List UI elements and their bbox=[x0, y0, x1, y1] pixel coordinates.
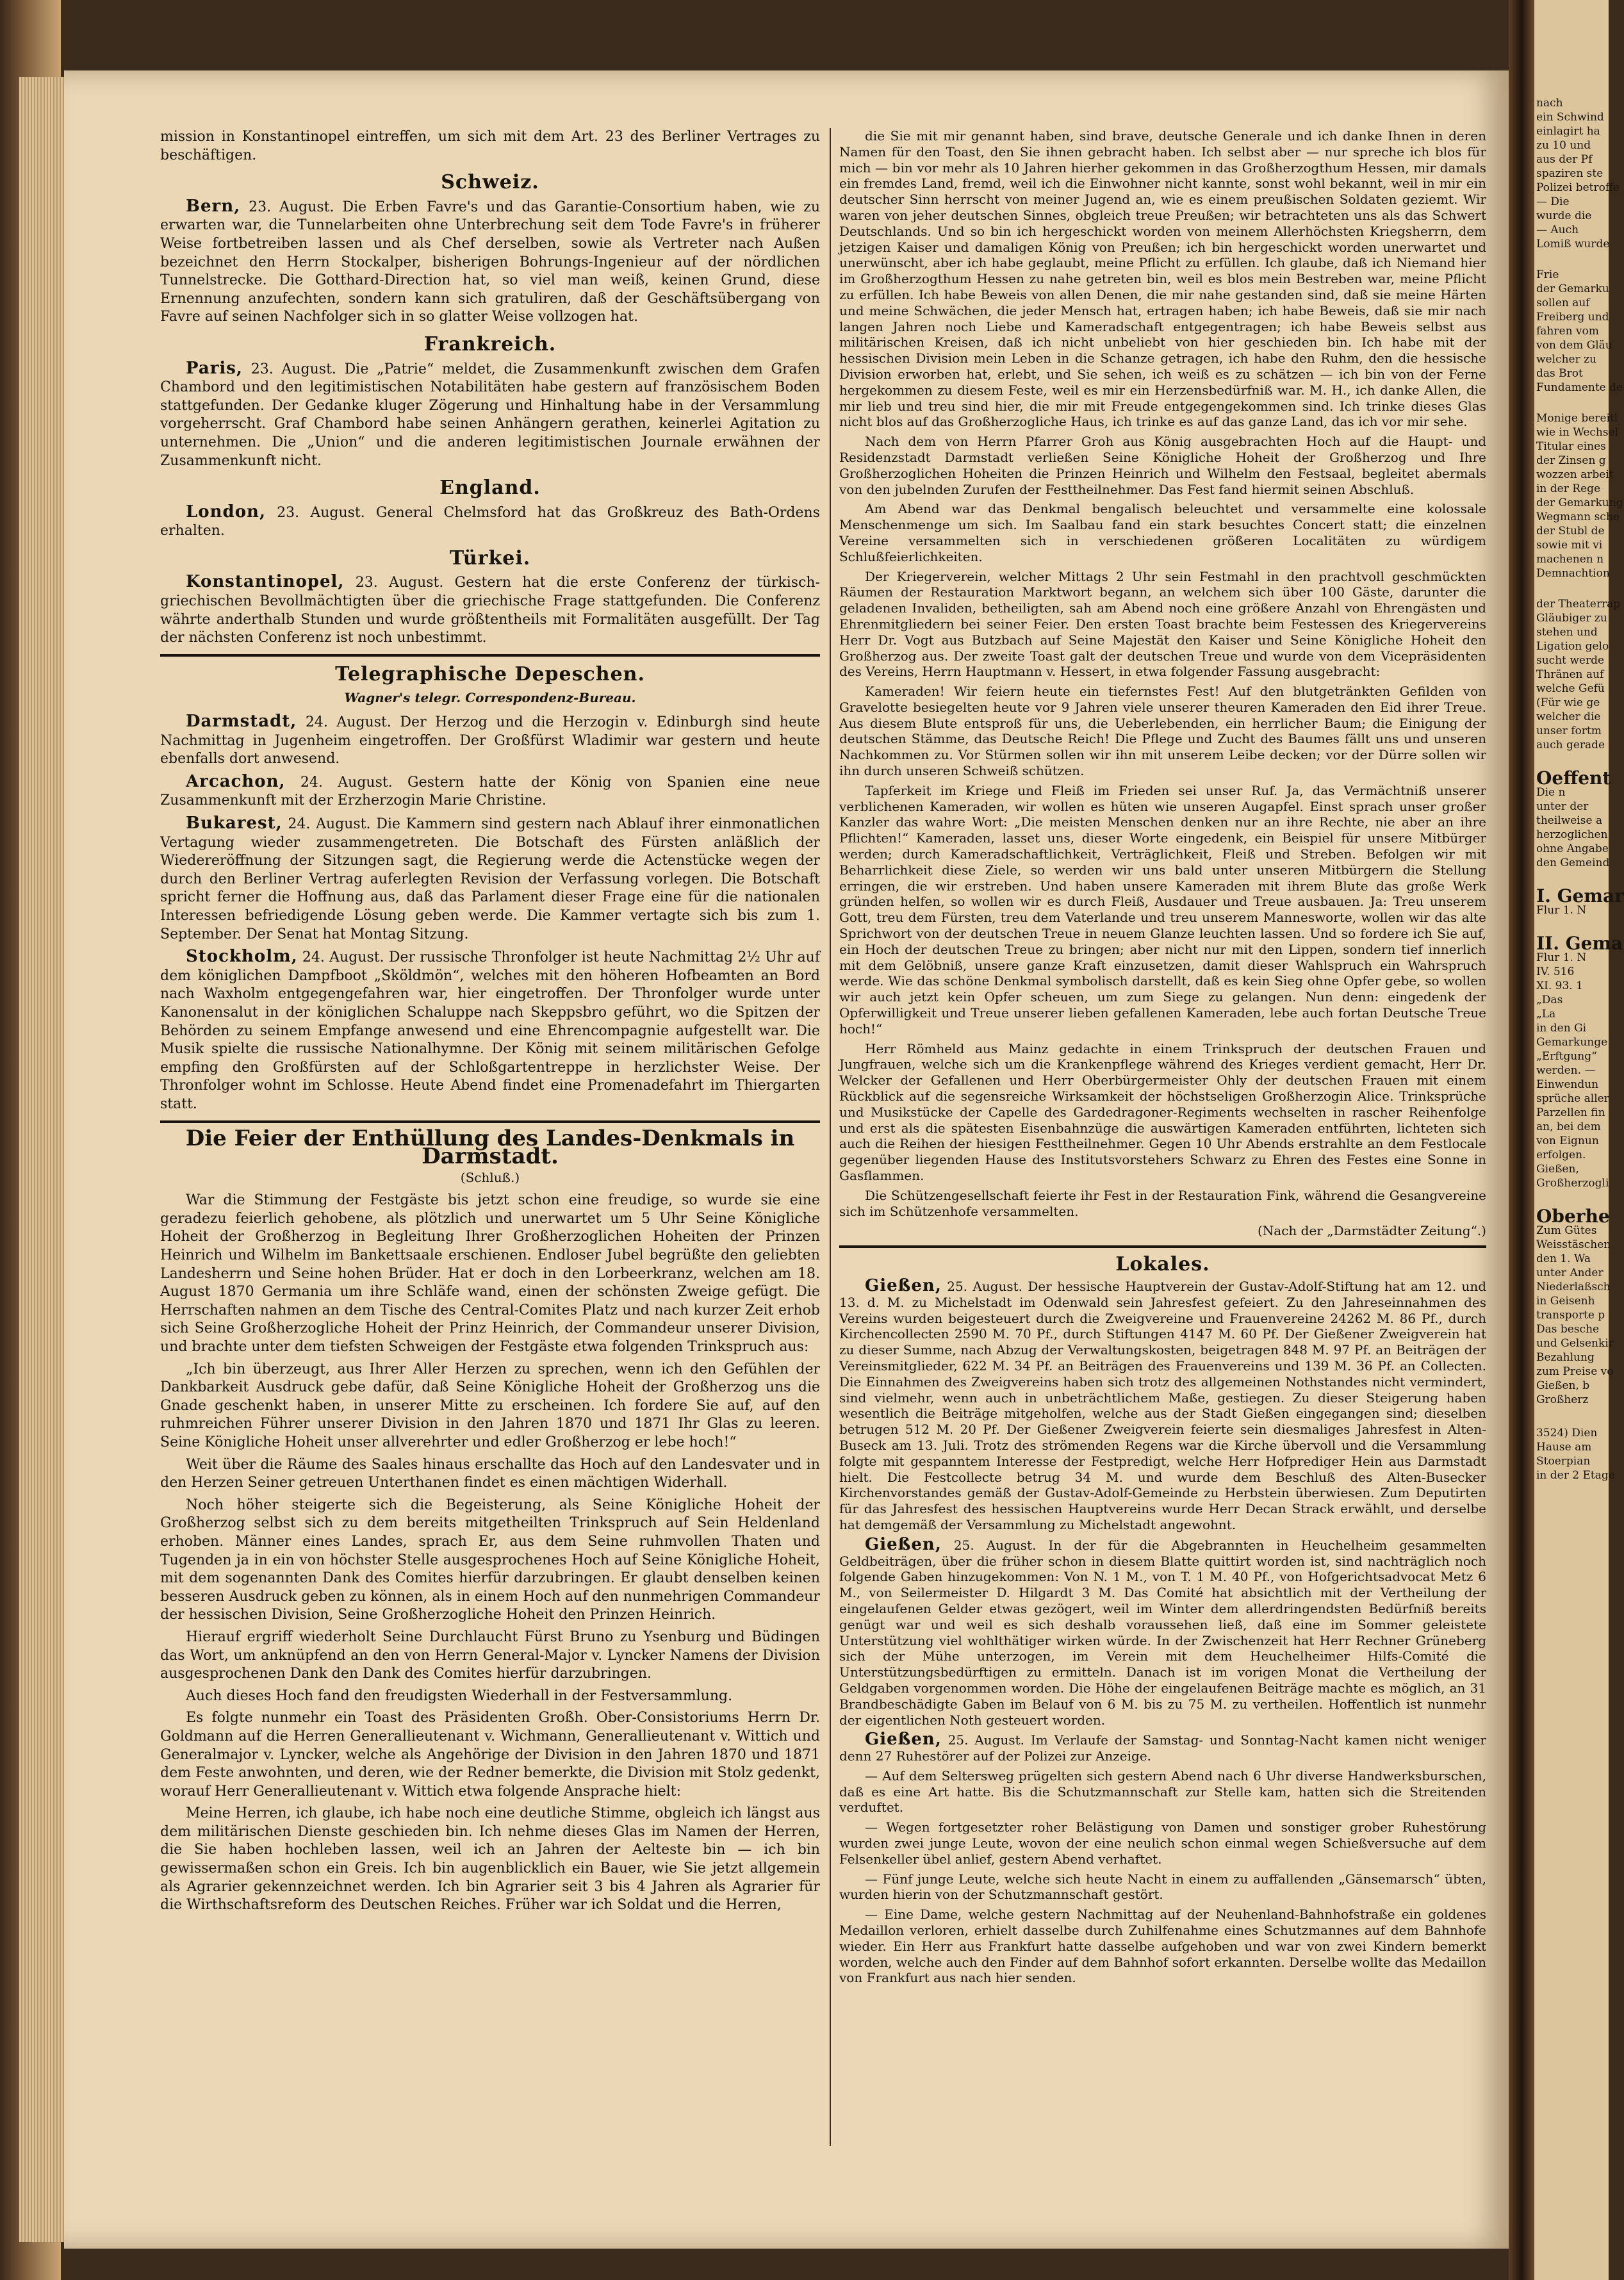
facing-page-line: Bezahlung bbox=[1536, 1351, 1595, 1364]
facing-page-line: — Auch bbox=[1536, 224, 1579, 236]
news-paragraph bbox=[160, 712, 820, 769]
news-paragraph bbox=[160, 197, 820, 327]
section-heading: Lokales. bbox=[1115, 1253, 1210, 1276]
facing-page-line: welche Gefü bbox=[1536, 682, 1605, 695]
facing-page-line: von dem Gläu bbox=[1536, 339, 1612, 352]
paragraph: Es folgte nunmehr ein Toast des Präsidenten Großh. Ober-Consistoriums Herrn Dr. Goldmann auf die Herren Generallieutenant v. Wichmann, Generallieutenant v. Wittich und Generalmajor v. Lyncker, welche als Angehörige der Division in den Jahren 1870 und 1871 dem Feste anwohnten, und deren, wie der Redner bemerkte, die Division mit Stolz gedenkt, worauf Herr Generallieutenant v. Wittich etwa folgende Ansprache hielt: bbox=[160, 1710, 820, 1800]
facing-page-line: in der Rege bbox=[1536, 482, 1601, 495]
paragraph-text: 23. August. Gestern hat die erste Conferenz der türkisch-griechischen Bevollmächtigten über die griechische Frage stattgefunden. Die Conferenz währte anderthalb Stunden und wurde größtentheils mit Formalitäten ausgefüllt. Der Tag der nächsten Conferenz ist noch unbestimmt. bbox=[160, 575, 820, 646]
facing-page-line: Weisstäschen bbox=[1536, 1238, 1611, 1251]
news-paragraph bbox=[839, 1534, 1486, 1728]
facing-page-line: Niederlaßsch bbox=[1536, 1281, 1611, 1293]
facing-page-line: den Gemeind bbox=[1536, 857, 1610, 869]
paragraph: Am Abend war das Denkmal bengalisch beleuchtet und versammelte eine kolossale Menschenmenge um sich. Im Saalbau fand ein stark besuchtes Concert statt; die einzelnen Vereine versammelten sich in verschiedenen größeren Localitäten zu würdigem Schlußfeierlichkeiten. bbox=[839, 501, 1486, 564]
facing-page-line: den 1. Wa bbox=[1536, 1252, 1591, 1265]
paragraph: die Sie mit mir genannt haben, sind brave, deutsche Generale und ich danke Ihnen in deren Namen für den Toast, den Sie ihnen gebracht haben. Ich selbst aber — nur spreche ich blos für mich — bin vor mehr als 10 Jahren hierher gekommen in das Großherzogthum Hessen, mir damals ein fremdes Land, fremd, weil ich die Einwohner nicht kannte, sonst wohl bekannt, weil in mir ein deutscher Sinn herrscht von meiner Jugend an, wie es einem preußischen Soldaten geziemt. Wir waren von jeher deutschen Sinnes, obgleich treue Preußen; wir betrachteten uns als das Schwert Deutschlands. Und so bin ich hergeschickt worden von meinem Allerhöchsten Kriegsherrn, dem jetzigen Kaiser und damaligen König von Preußen; ich bin hergeschickt worden unerwartet und unerwünscht, aber ich habe geglaubt, meine Pflicht zu erfüllen. Ich glaube, daß ich Niemand hier im Großherzogthum Hessen zu nahe getreten bin, weil es blos mein Bestreben war, meine Pflicht zu erfüllen. Ich habe Beweis von allen Denen, die mir nahe gestanden sind, daß sie meine Härten und meine Schwächen, die jeder Mensch hat, ertragen haben; ich habe Beweis, daß sie mir nach langen Jahren noch Liebe und Kameradschaft entgegentragen; ich habe Beweis selbst aus militärischen Kreisen, daß ich nicht unbeliebt von hier geschieden bin. Ich habe mit der hessischen Division mein Leben in die Schanze getragen, ich habe den Ruhm, den die hessische Division erworben hat, erlebt, und Sie sehen, ich weiß es zu schätzen — ich bin von der Ferne hergekommen zu diesem Feste, weil es mir ein Herzensbedürfniß war. M. H., ich danke Allen, die mir lieb und treu sind hier, die mir mit Freude entgegengekommen sind. Ich trinke dieses Glas nicht blos auf das Großherzogliche Haus, ich trinke es auf das ganze Land, das ich vor mir sehe. bbox=[839, 128, 1486, 430]
facing-page-line: Fundamente de bbox=[1536, 381, 1623, 394]
facing-page-line: Gemarkunge bbox=[1536, 1036, 1608, 1049]
dateline-place: Konstantinopel, bbox=[186, 572, 345, 592]
dateline-place: London, bbox=[186, 502, 267, 521]
facing-page-line: Monige bereitl bbox=[1536, 412, 1618, 425]
news-paragraph bbox=[160, 359, 820, 471]
facing-page-line: aus der Pf bbox=[1536, 153, 1593, 166]
facing-page-line: „Das bbox=[1536, 994, 1563, 1006]
facing-page-line: Einwendun bbox=[1536, 1078, 1599, 1091]
facing-page-line: unser fortm bbox=[1536, 725, 1602, 737]
paragraph: — Wegen fortgesetzter roher Belästigung von Damen und sonstiger grober Ruhestörung wurden zwei junge Leute, wovon der eine neulich schon einmal wegen Schießversuche auf dem Felsenkeller übel anlief, gestern Abend verhaftet. bbox=[839, 1819, 1486, 1867]
paragraph-text: 24. August. Gestern hatte der König von Spanien eine neue Zusammenkunft mit der Erzherzogin Marie Christine. bbox=[160, 774, 820, 809]
facing-page-line: „La bbox=[1536, 1008, 1556, 1021]
facing-page-line: Frie bbox=[1536, 268, 1559, 281]
facing-page-line: XI. 93. 1 bbox=[1536, 980, 1583, 992]
facing-page-line: Polizei betroffe bbox=[1536, 181, 1620, 194]
dateline-place: Darmstadt, bbox=[186, 712, 297, 732]
facing-page-line: — Die bbox=[1536, 195, 1570, 208]
facing-page-line: erfolgen. bbox=[1536, 1149, 1586, 1161]
facing-page-line: an, bei dem bbox=[1536, 1120, 1601, 1133]
facing-page-line: von Eignun bbox=[1536, 1135, 1599, 1147]
news-paragraph bbox=[839, 1732, 1486, 1764]
paragraph-text: 23. August. Die Erben Favre's und das Garantie-Consortium haben, wie zu erwarten war, die Tunnelarbeiten ohne Unterbrechung seit dem Tode Favre's in früherer Weise fortbetreiben lassen und als Chef derselben, sowie als Vertreter nach Außen bezeichnet den Herrn Stockalper, bisherigen Bohrungs-Ingenieur auf der nördlichen Tunnelstrecke. Die Gotthard-Direction hat, so viel man weiß, keinen Grund, diese Ernennung anzufechten, sondern kann sich gratuliren, daß der Geschäftsübergang von Favre auf seinen Nachfolger sich in so glatter Weise vollzogen hat. bbox=[160, 199, 820, 325]
facing-page-line: zu 10 und bbox=[1536, 139, 1591, 152]
facing-page-line: der Stubl de bbox=[1536, 525, 1605, 537]
facing-page-line: Flur 1. N bbox=[1536, 951, 1587, 964]
section-subheading: Wagner's telegr. Correspondenz-Bureau. bbox=[344, 690, 636, 706]
facing-page-line: wozzen arbeit bbox=[1536, 468, 1614, 481]
source-attribution: (Nach der „Darmstädter Zeitung“.) bbox=[1257, 1223, 1486, 1239]
facing-page-line: Zum Gütes bbox=[1536, 1224, 1597, 1237]
facing-page-line: theilweise a bbox=[1536, 814, 1603, 827]
facing-page-line: in den Gi bbox=[1536, 1022, 1587, 1035]
dateline-place: Gießen, bbox=[865, 1534, 942, 1554]
facing-page-line: transporte p bbox=[1536, 1309, 1605, 1322]
paragraph: Nach dem von Herrn Pfarrer Groh aus König ausgebrachten Hoch auf die Haupt- und Residenzstadt Darmstadt verließen Seine Königliche Hoheit der Großherzog und Ihre Großherzoglichen Hoheiten die Prinzen Heinrich und Wilhelm den Festsaal, begleitet abermals von den jubelnden Zurufen der Festtheilnehmer. Das Fest fand hiermit seinen Abschluß. bbox=[839, 434, 1486, 497]
paragraph-text: 25. August. Im Verlaufe der Samstag- und Sonntag-Nacht kamen nicht weniger denn 27 Ruhestörer auf der Polizei zur Anzeige. bbox=[839, 1732, 1486, 1764]
paragraph: Hierauf ergriff wiederholt Seine Durchlaucht Fürst Bruno zu Ysenburg und Büdingen das Wort, um anknüpfend an den von Herrn General-Major v. Lyncker Namens der Division ausgesprochenen Dank den Dank des Comites hierfür darzubringen. bbox=[160, 1628, 820, 1682]
facing-page-line: das Brot bbox=[1536, 367, 1583, 380]
left-column bbox=[160, 128, 820, 1919]
facing-page-line: wurde die bbox=[1536, 209, 1592, 222]
section-heading: Schweiz. bbox=[441, 171, 539, 194]
facing-page-line: wie in Wechsel bbox=[1536, 426, 1619, 439]
dateline-place: Arcachon, bbox=[186, 771, 286, 791]
facing-page-line: einlagirt ha bbox=[1536, 125, 1600, 138]
news-paragraph bbox=[839, 1275, 1486, 1533]
section-heading: Frankreich. bbox=[423, 332, 557, 356]
section-rule bbox=[839, 1245, 1486, 1248]
facing-page-line: auch gerade bbox=[1536, 739, 1605, 751]
paragraph: Die Schützengesellschaft feierte ihr Fest in der Restauration Fink, während die Gesangvereine sich im Schützenhofe versammelten. bbox=[839, 1187, 1486, 1219]
paragraph-text: 24. August. Der russische Thronfolger ist heute Nachmittag 2½ Uhr auf dem königlichen Dampfboot „Sköldmön“, welches mit den höheren Hofbeamten an Bord nach Waxholm entgegengefahren war, hier eingetroffen. Der Thronfolger wurde unter Kanonensalut in der königlichen Schaluppe nach Skeppsbro geführt, wo die Spitzen der Behörden zu seinem Empfange anwesend und eine Ehrencompagnie aufgestellt war. Die Musik spielte die russische Nationalhymne. Der König mit seinem militärischen Gefolge empfing den Großfürsten auf der Schloßgartentreppe in herzlichster Weise. Der Thronfolger wohnt im Schlosse. Heute Abend findet eine Promenadefahrt im Thiergarten statt. bbox=[160, 949, 820, 1112]
section-rule bbox=[160, 1120, 820, 1123]
paragraph: „Ich bin überzeugt, aus Ihrer Aller Herzen zu sprechen, wenn ich den Gefühlen der Dankbarkeit Ausdruck gebe dafür, daß Seine Königliche Hoheit der Großherzog uns die Gnade geschenkt haben, in unserer Mitte zu erscheinen. Ich fordere Sie auf, auf den ruhmreichen Führer unserer Division in den Jahren 1870 und 1871 Ihr Glas zu leeren. Seine Königliche Hoheit unser allverehrter und edler Großherzog er lebe hoch!“ bbox=[160, 1361, 820, 1450]
facing-page-line: Die n bbox=[1536, 786, 1566, 799]
facing-page-line: „Erftgung“ bbox=[1536, 1050, 1597, 1063]
news-paragraph bbox=[160, 773, 820, 810]
facing-page-line: Das besche bbox=[1536, 1323, 1600, 1336]
facing-page-line: Thränen auf bbox=[1536, 668, 1604, 681]
facing-page-line: in der 2 Etage bbox=[1536, 1469, 1615, 1482]
paragraph-text: 25. August. Der hessische Hauptverein der Gustav-Adolf-Stiftung hat am 12. und 13. d. M. zu Michelstadt im Odenwald sein Jahresfest gefeiert. Zu den Jahreseinnahmen des Vereins wurden beigesteuert durch die Zweigvereine und Frauenvereine 24262 M. 86 Pf., durch Kirchencollecten 2590 M. 70 Pf., durch Stiftungen 4147 M. 60 Pf. Der Gießener Zweigverein hat zu dieser Summe, nach Abzug der Verwaltungskosten, beigetragen 848 M. 97 Pf. an Beiträgen der Vereinsmitglieder, 622 M. 34 Pf. an Beiträgen des Frauenvereins und 139 M. 36 Pf. an Collecten. Die Einnahmen des Zweigvereins haben sich trotz des allgemeinen Nothstandes nicht vermindert, sind vielmehr, wenn auch in unbeträchtlichem Maße, gestiegen. Zu dieser Steigerung haben wesentlich die Beiträge mitgeholfen, welche aus der Stadt Gießen eingegangen sind; dieselben betrugen 512 M. 20 Pf. Der Gießener Zweigverein feierte sein diesmaliges Jahresfest in Alten-Buseck am 13. Juli. Trotz des strömenden Regens war die Kirche übervoll und die Versammlung folgte mit gespanntem Interesse der Festpredigt, welche Herr Hofprediger Hein aus Darmstadt hielt. Die Festcollecte betrug 34 M. und wurde dem Beschluß des Alten-Busecker Kirchenvorstandes gemäß der Gustav-Adolf-Gemeinde zu Herbstein überwiesen. Zum Deputirten für das Jahresfest des hessischen Hauptvereins wurde Herr Decan Strack erwählt, und derselbe hat demgemäß der Versammlung zu Michelstadt angewohnt. bbox=[839, 1278, 1486, 1532]
column-divider bbox=[830, 128, 831, 2146]
facing-page-heading: II. Gema bbox=[1536, 933, 1623, 954]
facing-page-line: zum Preise vo bbox=[1536, 1365, 1614, 1378]
paragraph: — Eine Dame, welche gestern Nachmittag auf der Neuhenland-Bahnhofstraße ein goldenes Medaillon verloren, erhielt dasselbe durch Zuhilfenahme eines Schutzmannes auf dem Bahnhofe wieder. Ein Herr aus Frankfurt hatte dasselbe aufgehoben und war von zwei Kindern bemerkt worden, welche auch den Finder auf dem Bahnhof sofort erkannten. Derselbe wollte das Medaillon von Frankfurt aus nach hier senden. bbox=[839, 1907, 1486, 1986]
facing-page-line: Gießen, b bbox=[1536, 1379, 1590, 1392]
facing-page-text bbox=[1536, 96, 1624, 1482]
facing-page-heading: Oeffent bbox=[1536, 767, 1611, 789]
facing-page-line: Gläubiger zu bbox=[1536, 612, 1607, 625]
facing-page-line: der Theaterrap bbox=[1536, 598, 1621, 611]
facing-page-line: machenen n bbox=[1536, 553, 1604, 566]
facing-page-line: nach bbox=[1536, 97, 1563, 110]
section-heading: England. bbox=[439, 477, 541, 500]
facing-page-line: werden. — bbox=[1536, 1064, 1596, 1077]
facing-page-heading: Oberhe bbox=[1536, 1206, 1610, 1227]
paragraph: Noch höher steigerte sich die Begeisterung, als Seine Königliche Hoheit der Großherzog selbst sich zu dem bereits mitgetheilten Trinkspruch auf Sein Heldenland erhoben. Männer eines Landes, sprach Er, aus dem Seine ruhmvollen Thaten und Tugenden ja in ein von höchster Stelle ausgesprochenes Hoch auf Seine Königliche Hoheit, mit dem sogenannten Dank des Comites hierfür darzubringen. Er glaubt denselben keinen besseren Ausdruck geben zu können, als in einem Hoch auf den nunmehrigen Commandeur der hessischen Division, Seine Großherzogliche Hoheit den Prinzen Heinrich. bbox=[160, 1497, 820, 1623]
facing-page-line: unter der bbox=[1536, 800, 1589, 813]
section-heading: Türkei. bbox=[449, 546, 531, 570]
news-paragraph bbox=[160, 947, 820, 1113]
article-subheading: (Schluß.) bbox=[460, 1169, 520, 1185]
facing-page-line: spaziren ste bbox=[1536, 167, 1603, 180]
dateline-place: Gießen, bbox=[865, 1275, 942, 1295]
facing-page-line: und Gelsenkir bbox=[1536, 1337, 1614, 1350]
facing-page-line: der Gemarkung bbox=[1536, 496, 1623, 509]
facing-page-line: sowie mit vi bbox=[1536, 539, 1603, 552]
facing-page-line: Wegmann sche bbox=[1536, 511, 1620, 523]
facing-page-line: unter Ander bbox=[1536, 1267, 1603, 1279]
dateline-place: Bern, bbox=[186, 196, 241, 216]
paragraph: Der Kriegerverein, welcher Mittags 2 Uhr sein Festmahl in den prachtvoll geschmückten Räumen der Restauration Marktwort begann, an welchem sich über 100 Gäste, darunter die geladenen Invaliden, betheiligten, sah am Abend noch eine größere Anzahl von Ehrengästen und Ehrenmitgliedern bei seiner Feier. Den ersten Toast brachte beim Festessen des Kriegervereins Herr Dr. Vogt aus Butzbach auf Seine Majestät den Kaiser und Seine Königliche Hoheit den Großherzog aus. Der zweite Toast galt der deutschen Treue und wurde von dem Vicepräsidenten des Vereins, Herrn Hauptmann v. Hessert, in etwa folgender Fassung ausgebracht: bbox=[839, 568, 1486, 680]
paragraph-text: 24. August. Die Kammern sind gestern nach Ablauf ihrer einmonatlichen Vertagung wieder zusammengetreten. Die Botschaft des Fürsten anläßlich der Wiedereröffnung der Sitzungen sagt, die Regierung werde die Actenstücke wegen der durch den Berliner Vertrag auferlegten Revision der Verfassung vorlegen. Die Botschaft spricht ferner die Hoffnung aus, daß das Parlament dieser Frage eine für die nationalen Interessen befriedigende Lösung geben werde. Die Kammer vertagte sich bis zum 1. September. Der Senat hat Montag Sitzung. bbox=[160, 816, 820, 942]
book-gutter bbox=[1509, 0, 1534, 2280]
facing-page-line: der Gemarku bbox=[1536, 283, 1609, 295]
facing-page-line: sucht werde bbox=[1536, 654, 1605, 667]
facing-page-line: fahren vom bbox=[1536, 325, 1599, 338]
facing-page-line bbox=[1536, 580, 1607, 597]
facing-page-line: in Geisenh bbox=[1536, 1295, 1595, 1308]
facing-page-line: der Zinsen g bbox=[1536, 454, 1606, 467]
paragraph: Kameraden! Wir feiern heute ein tiefernstes Fest! Auf den blutgetränkten Gefilden von Gravelotte besiegelten heute vor 9 Jahren viele unserer theuren Kameraden den Eid ihrer Treue. Aus diesem Blute entsproß für uns, die Ueberlebenden, ein herrlicher Baum; die Einigung der deutschen Stämme, das Deutsche Reich! Die Pflege und Zucht des Baumes fällt uns und unseren Nachkommen zu. Vor Stürmen sollen wir ihn mit unserem Leibe decken; vor der Dürre sollen wir ihn durch unseren Schweiß schützen. bbox=[839, 684, 1486, 779]
facing-page-line: Freiberg und bbox=[1536, 311, 1609, 324]
paragraph: Auch dieses Hoch fand den freudigsten Wiederhall in der Festversammlung. bbox=[186, 1687, 733, 1704]
facing-page-line: Titular eines bbox=[1536, 440, 1606, 453]
paragraph: mission in Konstantinopel eintreffen, um sich mit dem Art. 23 des Berliner Vertrages zu beschäftigen. bbox=[160, 129, 820, 163]
facing-page-line: ein Schwind bbox=[1536, 111, 1604, 124]
facing-page-line: Hause am bbox=[1536, 1441, 1592, 1454]
facing-page-line: Flur 1. N bbox=[1536, 904, 1587, 917]
facing-page-line: Stoerpian bbox=[1536, 1455, 1591, 1468]
news-paragraph bbox=[160, 573, 820, 647]
paragraph: — Fünf junge Leute, welche sich heute Nacht in einem zu auffallenden „Gänsemarsch“ übten, wurden hierin von der Schutzmannschaft gestört. bbox=[839, 1871, 1486, 1903]
facing-page-line: welcher die bbox=[1536, 710, 1601, 723]
paragraph-text: 23. August. General Chelmsford hat das Großkreuz des Bath-Ordens erhalten. bbox=[160, 504, 820, 539]
paragraph-text: 24. August. Der Herzog und die Herzogin v. Edinburgh sind heute Nachmittag in Jugenheim eingetroffen. Der Großfürst Wladimir war gestern und heute ebenfalls dort anwesend. bbox=[160, 714, 820, 767]
facing-page-line bbox=[1536, 395, 1607, 411]
dateline-place: Stockholm, bbox=[186, 947, 298, 967]
facing-page-line: Lomiß wurde bbox=[1536, 238, 1610, 250]
facing-page-line: sprüche aller bbox=[1536, 1092, 1609, 1105]
facing-page-line: 3524) Dien bbox=[1536, 1427, 1598, 1439]
paragraph: Herr Römheld aus Mainz gedachte in einem Trinkspruch der deutschen Frauen und Jungfrauen, welche sich um die Krankenpflege während des Krieges verdient gemacht, Herr Dr. Welcker der Gefallenen und Herr Oberbürgermeister Ohly der deutschen Frauen mit einem Rückblick auf die segensreiche Wirksamkeit der höchstseligen Großherzogin Alice. Trinksprüche und Musikstücke der Capelle des Gardedragoner-Regiments wechselten in rascher Reihenfolge und erst als die spätesten Eisenbahnzüge die auswärtigen Kameraden entführten, lichteten sich auch die Reihen der hiesigen Festtheilnehmer. Gegen 10 Uhr Abends erstrahlte an dem Festlocale gegenüber liegenden Hause des Institutsvorstehers Schwarz zu Ehren des Festes eine Sonne in Gasflammen. bbox=[839, 1040, 1486, 1183]
news-paragraph bbox=[160, 503, 820, 541]
dateline-place: Bukarest, bbox=[186, 814, 283, 833]
facing-page-line: welcher zu bbox=[1536, 353, 1597, 366]
facing-page-line bbox=[1536, 251, 1607, 268]
page-edge-stack bbox=[19, 77, 64, 2242]
paragraph-text: 25. August. In der für die Abgebrannten in Heuchelheim gesammelten Geldbeiträgen, über die früher schon in diesem Blatte quittirt worden ist, sind nachträglich noch folgende Gaben hinzugekommen: Von N. 1 M., von T. 1 M. 40 Pf., von Hofgerichtsadvocat Metz 6 M., von Seilermeister D. Hilgardt 3 M. Das Comité hat absichtlich mit der Vertheilung der eingelaufenen Gelder etwas gezögert, weil im Winter dem allerdringendsten Bedürfniß bereits genügt war und weil es sich deshalb voraussehen ließ, daß eine im Sommer geleistete Unterstützung viel wohlthätiger wirken würde. In der Zwischenzeit hat Herr Rechner Grüneberg sich der Mühe unterzogen, im Verein mit dem Heuchelheimer Hilfs-Comité die Unterstützungsbedürftigen zu ermitteln. Danach ist im vorigen Monat die Vertheilung der Geldgaben vorgenommen worden. Die Höhe der eingelaufenen Beiträge machte es möglich, an 31 Brandbeschädigte Gaben im Belauf von 6 M. bis zu 75 M. zu vertheilen. Hoffentlich ist nunmehr der eigentlichen Noth gesteuert worden. bbox=[839, 1537, 1486, 1728]
paragraph: Tapferkeit im Kriege und Fleiß im Frieden sei unser Ruf. Ja, das Vermächtniß unserer verblichenen Kameraden, wir wollen es hüten wie unseren Augapfel. Einst sprach unser großer Kanzler das wahre Wort: „Die meisten Menschen denken nur an ihre Rechte, nie aber an ihre Pflichten!“ Kameraden, lasset uns, dieser Worte eingedenk, ein Beispiel für unsere Mitbürger werden; durch Kameradschaftlichkeit, Verträglichkeit, Fleiß und Streben. Befolgen wir mit Beharrlichkeit diese Ziele, so werden wir uns bald unter unseren Mitbürgern die Stellung erringen, die wir erstreben. Und haben unsere Kameraden mit ihrem Blute das große Werk gründen helfen, so wollen wir es durch Fleiß, Ausdauer und Treue ausbauen. Ja: Treu unserem Gott, treu dem Fürsten, treu dem Vaterlande und treu unserem Mannesworte, wollen wir das alte Sprichwort von der deutschen Treue in neuem Glanze leuchten lassen. Und so fordere ich Sie auf, ein Hoch der deutschen Treue zu bringen; aber nicht nur mit den Lippen, sondern tief innerlich mit dem Gelöbniß, unsere ganze Kraft einzusetzen, damit dieser Wahlspruch ein Wahrspruch werde. Wie das schöne Denkmal symbolisch darstellt, daß es kein Sieg ohne Opfer gebe, so wollen wir auch jetzt kein Opfer scheuen, um zum Siege zu gelangen. Nun denn: eingedenk der Opferwilligkeit und Treue unserer lieben gefallenen Kameraden, lebe auch fortan Deutsche Treue hoch!“ bbox=[839, 782, 1486, 1037]
section-heading: Telegraphische Depeschen. bbox=[335, 662, 645, 685]
paragraph: War die Stimmung der Festgäste bis jetzt schon eine freudige, so wurde sie eine geradezu feierlich gehobene, als plötzlich und unerwartet um 5 Uhr Seine Königliche Hoheit der Großherzog in Begleitung Ihrer Großherzoglichen Hoheiten der Prinzen Heinrich und Wilhelm im Bankettsaale erschienen. Endloser Jubel begrüßte den geliebten Landesherrn und Seine hohen Brüder. Hat er doch in den Lorbeerkranz, welchen am 18. August 1870 Germania um ihre Schläfe wand, einen der schönsten Zweige gefügt. Die Herrschaften nahmen an dem Tische des Central-Comites Platz und nach kurzer Zeit erhob sich Seine Großherzogliche Hoheit der Prinz Heinrich, der Commandeur unserer Division, und brachte unter dem tiefsten Schweigen der Festgäste etwa folgenden Trinkspruch aus: bbox=[160, 1192, 820, 1356]
facing-page-line: (Für wie ge bbox=[1536, 696, 1600, 709]
facing-page-line: Gießen, bbox=[1536, 1163, 1579, 1176]
facing-page-heading: I. Gemar bbox=[1536, 885, 1624, 906]
paragraph: Meine Herren, ich glaube, ich habe noch eine deutliche Stimme, obgleich ich längst aus dem militärischen Dienste geschieden bin. Ich nehme dieses Glas im Namen der Herren, die Sie haben hochleben lassen, weil ich an Jahren der Aelteste bin — ich bin gewissermaßen schon ein Greis. Ich bin augenblicklich ein Bauer, wie Sie jetzt allgemein als Agrarier gekennzeichnet werden. Ich bin Agrarier seit 3 bis 4 Jahren als Agrarier für die Wirthschaftsreform des Deutschen Reiches. Früher war ich Soldat und die Herren, bbox=[160, 1805, 820, 1914]
facing-page-line: herzoglichen bbox=[1536, 828, 1608, 841]
facing-page-line: Großherz bbox=[1536, 1393, 1589, 1406]
article-headline: Die Feier der Enthüllung des Landes-Denkmals in Darmstadt. bbox=[185, 1125, 795, 1170]
facing-page-line: Parzellen fin bbox=[1536, 1106, 1605, 1119]
right-column bbox=[839, 128, 1486, 1990]
facing-page-line: IV. 516 bbox=[1536, 965, 1575, 978]
paragraph: Weit über die Räume des Saales hinaus erschallte das Hoch auf den Landesvater und in den Herzen Seiner getreuen Unterthanen findet es einen mächtigen Widerhall. bbox=[160, 1456, 820, 1491]
paragraph-text: 23. August. Die „Patrie“ meldet, die Zusammenkunft zwischen dem Grafen Chambord und den legitimistischen Notabilitäten habe gestern auf französischem Boden stattgefunden. Der Gedanke kluger Zögerung und Hinhaltung habe in der Versammlung vorgeherrscht. Graf Chambord habe seinen Anhängern gerathen, keinerlei Agitation zu unternehmen. Die „Union“ und die anderen legitimistischen Journale erwähnen der Zusammenkunft nicht. bbox=[160, 361, 820, 469]
news-paragraph bbox=[160, 814, 820, 944]
facing-page-line: Demnachtion bbox=[1536, 567, 1610, 580]
section-rule bbox=[160, 654, 820, 657]
dateline-place: Paris, bbox=[186, 358, 243, 378]
facing-page-line: Ligation gelo bbox=[1536, 640, 1609, 653]
facing-page-line: ohne Angabe bbox=[1536, 842, 1609, 855]
facing-page-line: sollen auf bbox=[1536, 297, 1590, 309]
facing-page-line: stehen und bbox=[1536, 626, 1598, 639]
facing-page-line: Großherzogli bbox=[1536, 1177, 1609, 1190]
dateline-place: Gießen, bbox=[865, 1730, 942, 1750]
facing-page-spacer bbox=[1536, 1407, 1607, 1426]
paragraph: — Auf dem Seltersweg prügelten sich gestern Abend nach 6 Uhr diverse Handwerksburschen, daß es eine Art hatte. Bis die Schutzmannschaft zur Stelle kam, hatten sich die Streitenden verduftet. bbox=[839, 1767, 1486, 1816]
